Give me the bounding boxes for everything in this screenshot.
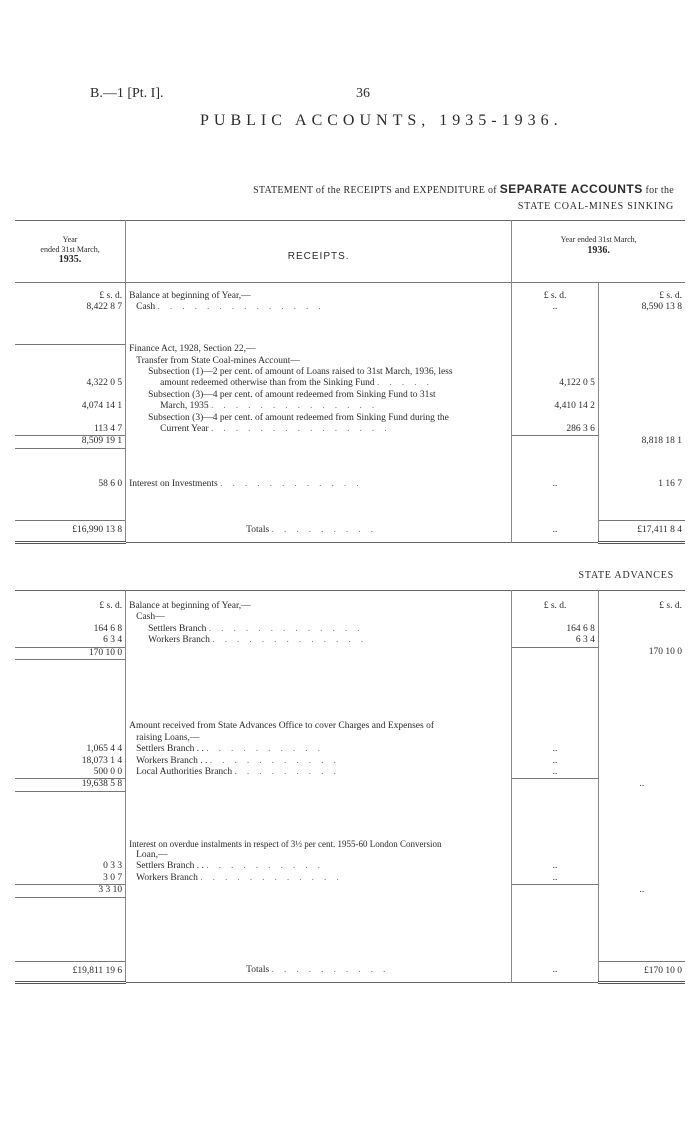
- received-local-row: [15, 767, 685, 779]
- received-workers-row: [15, 756, 685, 767]
- year-label: Year: [62, 235, 78, 244]
- overdue-cont-row: [15, 850, 685, 861]
- units-label: £ s. d.: [659, 291, 682, 301]
- interest-row: [15, 479, 685, 490]
- overdue-workers-cur: ..: [512, 873, 599, 885]
- received-settlers-cur: ..: [512, 744, 599, 755]
- totals-1936-marker: ..: [512, 521, 599, 542]
- statement-heading: [253, 182, 674, 196]
- cash-1936: 8,590 13 8: [641, 302, 682, 313]
- finance-title-row: [15, 344, 685, 355]
- overdue-settlers-row: [15, 861, 685, 872]
- subsection3-cont-row: [15, 401, 685, 412]
- ended-label: ended 31st March,: [40, 244, 100, 254]
- units-row: [15, 283, 685, 303]
- finance-act-label: Finance Act, 1928, Section 22,—: [126, 344, 512, 355]
- overdue-settlers-cur: ..: [512, 861, 599, 872]
- overdue-sum-row: [15, 885, 685, 897]
- subsection1-1935: 4,322 0 5: [15, 378, 126, 389]
- balance-label: Balance at beginning of Year,—: [126, 591, 512, 613]
- subsection3c-label: Subsection (3)—4 per cent. of amount redeemed from Sinking Fund during the: [126, 413, 512, 424]
- overdue-settlers-prev: 0 3 3: [15, 861, 126, 872]
- interest-label: Interest on Investments ............: [126, 479, 512, 490]
- subsection3c-1936: 286 3 6: [512, 424, 599, 436]
- received-local-cur: ..: [512, 767, 599, 779]
- workers-balance-row: [15, 635, 685, 647]
- received-workers-cur: ..: [512, 756, 599, 767]
- totals-label: Totals ..........: [126, 961, 512, 982]
- totals-row: [15, 961, 685, 982]
- receipts-header: RECEIPTS.: [126, 221, 512, 283]
- overdue-label: Interest on overdue instalments in respect of 3½ per cent. 1955-60 London Conversion: [126, 839, 512, 850]
- overdue-workers-row: [15, 873, 685, 885]
- subsection1-1936: 4,122 0 5: [512, 378, 599, 389]
- transfer-row: [15, 356, 685, 367]
- subsection3c-1935: 113 4 7: [15, 424, 126, 436]
- balance-sum-prev: 170 10 0: [15, 647, 126, 659]
- ended-label: Year ended 31st March,: [560, 235, 637, 244]
- statement-prefix: STATEMENT of the RECEIPTS and EXPENDITURE of: [253, 185, 497, 196]
- received-local-prev: 500 0 0: [15, 767, 126, 779]
- overdue-workers-prev: 3 0 7: [15, 873, 126, 885]
- workers-branch-label: Workers Branch .............: [126, 635, 512, 647]
- subsection1-row: [15, 367, 685, 378]
- totals-prev: £19,811 19 6: [15, 961, 126, 982]
- units-label: £ s. d.: [659, 601, 682, 611]
- units-row: [15, 591, 685, 613]
- overdue-sum-prev: 3 3 10: [15, 885, 126, 897]
- units-label: £ s. d.: [512, 283, 599, 303]
- units-label: £ s. d.: [15, 283, 126, 303]
- settlers-balance-cur: 164 6 8: [512, 624, 599, 635]
- year-1936-header: [512, 221, 685, 283]
- statement-bold: SEPARATE ACCOUNTS: [499, 182, 643, 196]
- balance-sum-cur: 170 10 0: [648, 647, 682, 658]
- totals-label: Totals .........: [126, 521, 512, 542]
- page-number: 36: [356, 86, 370, 101]
- received-workers-label: Workers Branch . . ...........: [126, 756, 512, 767]
- subsection3-row: [15, 390, 685, 401]
- units-label: £ s. d.: [512, 591, 599, 613]
- received-workers-prev: 18,073 1 4: [15, 756, 126, 767]
- received-local-label: Local Authorities Branch .........: [126, 767, 512, 779]
- year-value: 1935.: [58, 254, 82, 266]
- subsection3-label: Subsection (3)—4 per cent. of amount redeemed from Sinking Fund to 31st: [126, 390, 512, 401]
- received-label: Amount received from State Advances Office to cover Charges and Expenses of: [126, 721, 512, 732]
- received-settlers-row: [15, 744, 685, 755]
- subsection1-cont-row: [15, 378, 685, 389]
- balance-label: Balance at beginning of Year,—: [126, 283, 512, 303]
- state-advances-table: [15, 590, 685, 984]
- state-advances-heading: STATE ADVANCES: [578, 570, 674, 581]
- overdue-settlers-label: Settlers Branch . . ..........: [126, 861, 512, 872]
- transfer-label: Transfer from State Coal-mines Account—: [126, 356, 512, 367]
- settlers-balance-row: [15, 624, 685, 635]
- finance-sum-1935: 8,509 19 1: [15, 436, 126, 448]
- overdue-sum-cur: ..: [639, 884, 645, 895]
- subsection3-cont-label: March, 1935 ..............: [126, 401, 512, 412]
- page-title: PUBLIC ACCOUNTS, 1935-1936.: [200, 112, 563, 129]
- units-label: £ s. d.: [15, 591, 126, 613]
- cash-row: [15, 612, 685, 623]
- totals-cur-marker: ..: [512, 961, 599, 982]
- subsection1-label: Subsection (1)—2 per cent. of amount of Loans raised to 31st March, 1936, less: [126, 367, 512, 378]
- cash-label: Cash ..............: [126, 302, 512, 313]
- cash-1935: 8,422 8 7: [15, 302, 126, 313]
- received-settlers-prev: 1,065 4 4: [15, 744, 126, 755]
- settlers-balance-prev: 164 6 8: [15, 624, 126, 635]
- statement-subheading: STATE COAL-MINES SINKING: [517, 201, 674, 212]
- totals-cur: £170 10 0: [598, 961, 685, 982]
- cash-1936-marker: ..: [512, 302, 599, 313]
- subsection3c-row: [15, 413, 685, 424]
- balance-sum-row: [15, 647, 685, 659]
- document-reference: B.—1 [Pt. I].: [90, 86, 164, 101]
- cash-label: Cash—: [126, 612, 512, 623]
- finance-sum-row: [15, 436, 685, 448]
- year-1935-header: [15, 221, 126, 283]
- subsection3-1935: 4,074 14 1: [15, 401, 126, 412]
- received-sum-prev: 19,638 5 8: [15, 779, 126, 791]
- received-sum-row: [15, 779, 685, 791]
- overdue-row: [15, 839, 685, 850]
- year-value: 1936.: [587, 244, 610, 256]
- received-sum-cur: ..: [639, 778, 645, 789]
- subsection3c-cont-row: [15, 424, 685, 436]
- workers-balance-cur: 6 3 4: [512, 635, 599, 647]
- cash-row: [15, 302, 685, 313]
- overdue-workers-label: Workers Branch ............: [126, 873, 512, 885]
- overdue-cont-label: Loan,—: [126, 850, 512, 861]
- totals-1936: £17,411 8 4: [598, 521, 685, 542]
- received-cont-label: raising Loans,—: [126, 733, 512, 744]
- received-settlers-label: Settlers Branch . . ..........: [126, 744, 512, 755]
- interest-1935: 58 6 0: [15, 479, 126, 490]
- settlers-branch-label: Settlers Branch .............: [126, 624, 512, 635]
- finance-sum-1936: 8,818 18 1: [641, 435, 682, 446]
- totals-1935: £16,990 13 8: [15, 521, 126, 542]
- table-header-row: [15, 221, 685, 283]
- subsection3c-cont-label: Current Year ...............: [126, 424, 512, 436]
- interest-1936-marker: ..: [512, 479, 599, 490]
- received-cont-row: [15, 733, 685, 744]
- sinking-fund-table: [15, 220, 685, 544]
- subsection3-1936: 4,410 14 2: [512, 401, 599, 412]
- received-row: [15, 721, 685, 732]
- subsection1-cont-label: amount redeemed otherwise than from the Sinking Fund .....: [126, 378, 512, 389]
- totals-row: [15, 521, 685, 542]
- interest-1936: 1 16 7: [658, 478, 682, 489]
- statement-suffix: for the: [645, 185, 674, 196]
- workers-balance-prev: 6 3 4: [15, 635, 126, 647]
